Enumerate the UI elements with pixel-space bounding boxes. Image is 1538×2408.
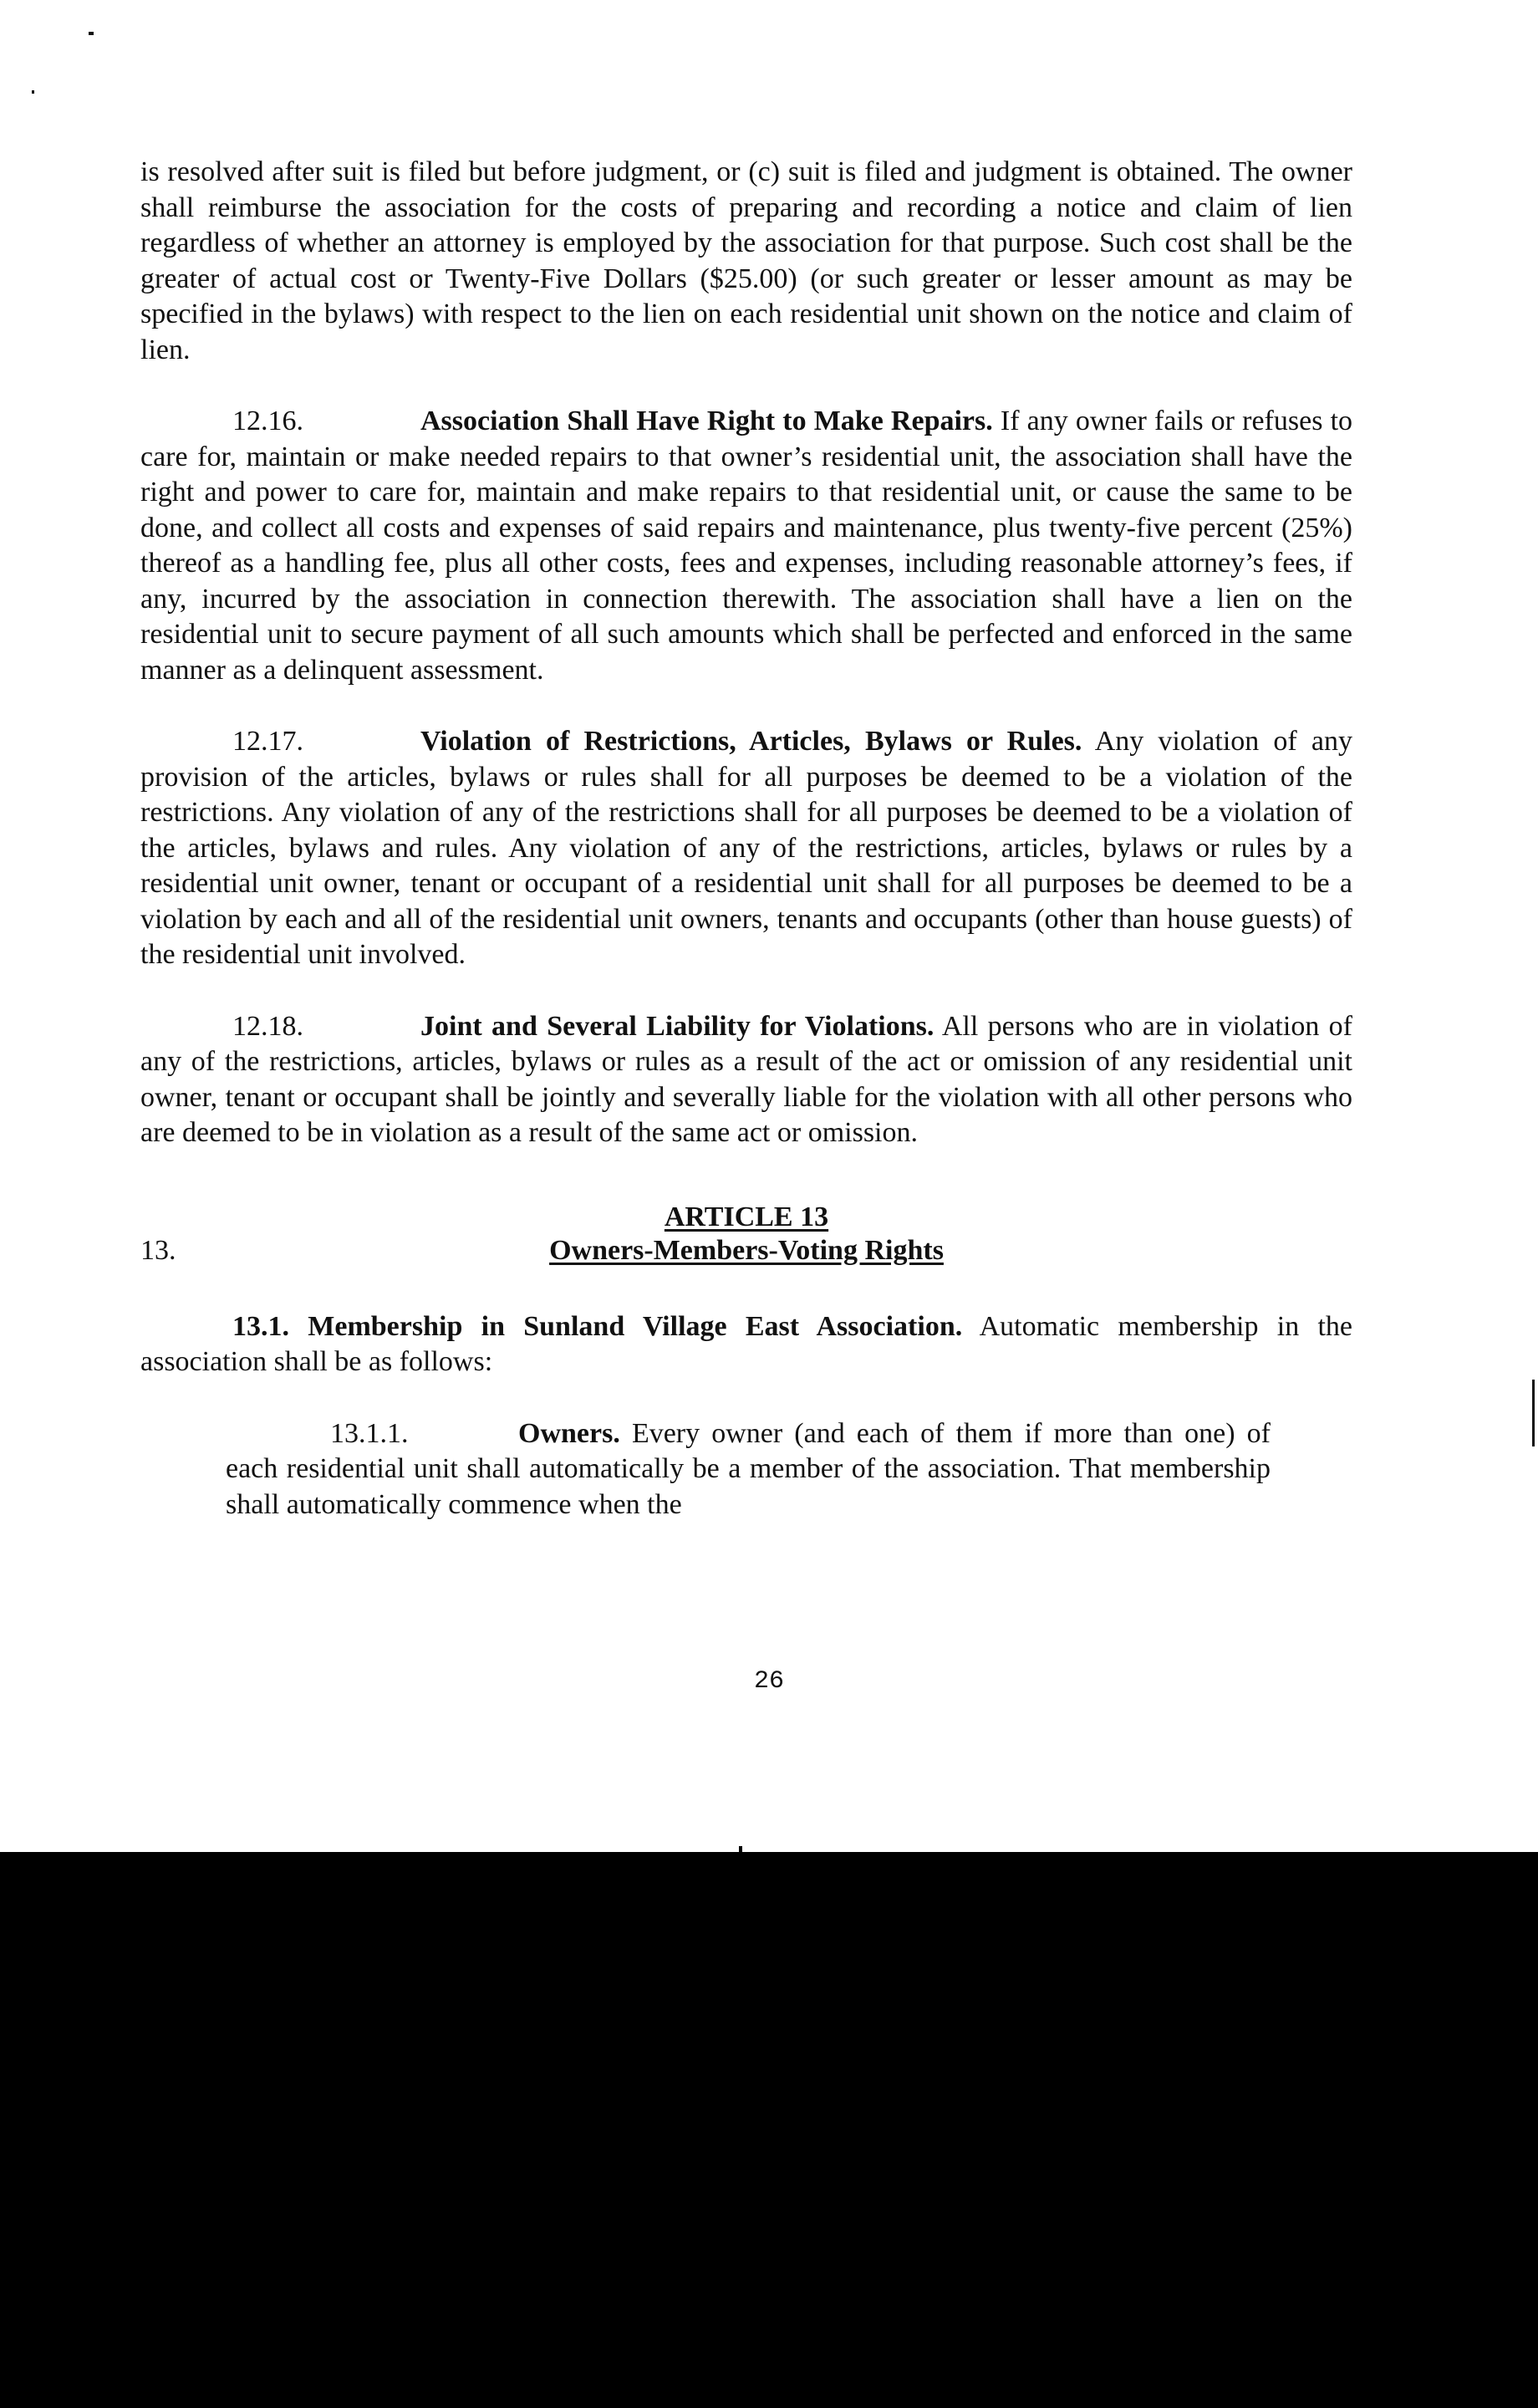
article-heading: [140, 1200, 1352, 1273]
section-12-17: [140, 724, 1352, 973]
section-body: All persons who are in violation of any of the restrictions, articles, bylaws or rules as a result of the act or omission of any residential unit owner, tenant or occupant shall be jointly and severally liable for the violation with all other persons who are deemed to be in violation as a result of the same act or omission.: [140, 1010, 1353, 1148]
section-13-1-1: [226, 1416, 1271, 1523]
article-subtitle: Owners-Members-Voting Rights: [549, 1234, 944, 1266]
scan-speck: [89, 32, 94, 35]
article-number: 13.: [140, 1234, 176, 1266]
section-body: Every owner (and each of them if more than one) of each residential unit shall automatically be a member of the association. That membership shall automatically commence when the: [226, 1417, 1271, 1520]
section-number: 12.17.: [232, 726, 303, 757]
scanner-black-margin: [0, 1852, 1538, 2408]
section-13-1: [140, 1309, 1352, 1380]
scan-speck: [32, 90, 34, 94]
section-heading: Violation of Restrictions, Articles, Bylaws or Rules.: [420, 726, 1082, 757]
section-heading: Owners.: [518, 1417, 620, 1449]
page-number: 26: [753, 1667, 784, 1696]
section-number: 13.1.: [232, 1310, 289, 1342]
section-heading: Membership in Sunland Village East Association.: [308, 1310, 963, 1342]
opening-paragraph: is resolved after suit is filed but before judgment, or (c) suit is filed and judgment is obtained. The owner shall reimburse the association for the costs of preparing and recording a notice and claim of lien regardless of whether an attorney is employed by the association for that purpose. Such cost shall be the greater of actual cost or Twenty-Five Dollars ($25.00) (or such greater or lesser amount as may be specified in the bylaws) with respect to the lien on each residential unit shown on the notice and claim of lien.: [140, 156, 1352, 365]
scan-edge-mark: [1532, 1380, 1535, 1446]
section-12-16: [140, 404, 1352, 688]
section-body: If any owner fails or refuses to care for, maintain or make needed repairs to that owner’s residential unit, the association shall have the right and power to care for, maintain and make repairs to that residential unit, or cause the same to be done, and collect all costs and expenses of said repairs and maintenance, plus twenty-five percent (25%) thereof as a handling fee, plus all other costs, fees and expenses, including reasonable attorney’s fees, if any, incurred by the association in connection therewith. The association shall have a lien on the residential unit to secure payment of all such amounts which shall be perfected and enforced in the same manner as a delinquent assessment.: [140, 406, 1353, 686]
page-content: [140, 155, 1352, 1523]
section-heading: Joint and Several Liability for Violations.: [420, 1010, 935, 1042]
section-body: Automatic membership in the association shall be as follows:: [140, 1310, 1352, 1377]
section-12-18: [140, 1009, 1352, 1151]
section-body: Any violation of any provision of the articles, bylaws or rules shall for all purposes be deemed to be a violation of the restrictions. Any violation of any of the restrictions shall for all purposes be deemed to be a violation of the articles, bylaws and rules. Any violation of any of the restrictions, articles, bylaws or rules by a residential unit owner, tenant or occupant of a residential unit shall for all purposes be deemed to be a violation by each and all of the residential unit owners, tenants and occupants (other than house guests) of the residential unit involved.: [140, 726, 1353, 970]
section-number: 12.16.: [232, 406, 303, 436]
section-number: 12.18.: [232, 1010, 303, 1042]
section-number: 13.1.1.: [330, 1417, 409, 1449]
section-heading: Association Shall Have Right to Make Repairs.: [420, 406, 993, 436]
article-title: ARTICLE 13: [664, 1201, 829, 1232]
